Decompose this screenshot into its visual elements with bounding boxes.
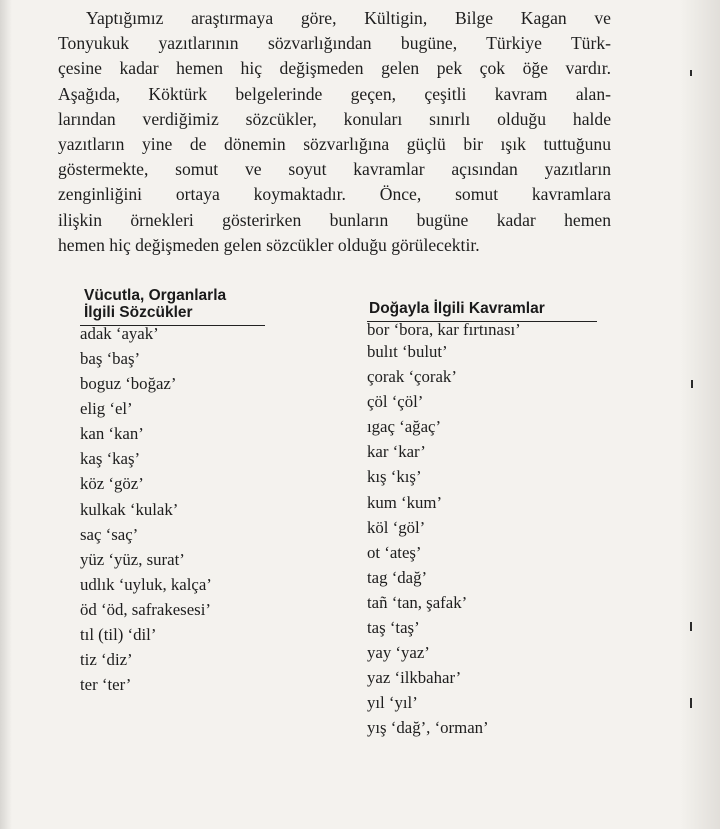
list-item: tag ‘dağ’: [367, 567, 428, 587]
list-item: köl ‘göl’: [367, 517, 426, 537]
list-item: adak ‘ayak’: [80, 324, 159, 343]
nature-words-heading: Doğayla İlgili Kavramlar: [367, 300, 597, 322]
body-words-list: [80, 326, 265, 697]
paragraph-line: göstermekte, somut ve soyut kavramlar açısından yazıtların: [58, 159, 611, 180]
list-item: tıl (til) ‘dil’: [80, 625, 157, 645]
list-item: çorak ‘çorak’: [367, 367, 457, 387]
list-item: yay ‘yaz’: [367, 643, 430, 663]
paragraph-line: yazıtların yine de dönemin sözvarlığına güçlü bir ışık tuttuğunu: [58, 133, 611, 154]
paragraph-line: hemen hiç değişmeden gelen sözcükler olduğu görülecektir.: [58, 234, 480, 255]
paragraph-line: zenginliğini ortaya koymaktadır. Önce, somut kavramlara: [58, 184, 611, 205]
list-item: bor ‘bora, kar fırtınası’: [367, 320, 521, 339]
list-item: kar ‘kar’: [367, 442, 426, 462]
list-item: yıl ‘yıl’: [367, 693, 418, 713]
list-item: ot ‘ateş’: [367, 542, 422, 562]
stray-ink-mark: [690, 622, 692, 631]
nature-words-list: [367, 322, 597, 741]
list-item: boguz ‘boğaz’: [80, 374, 177, 394]
list-item: yaz ‘ilkbahar’: [367, 668, 462, 688]
list-item: ıgaç ‘ağaç’: [367, 417, 442, 437]
paragraph-line: çesine kadar hemen hiç değişmeden gelen pek çok öğe vardır.: [58, 58, 611, 79]
list-item: elig ‘el’: [80, 399, 133, 419]
intro-paragraph: [58, 6, 611, 258]
page-edge-bleed: [680, 0, 720, 829]
list-item: öd ‘öd, safrakesesi’: [80, 599, 211, 619]
list-item: yış ‘dağ’, ‘orman’: [367, 718, 489, 738]
list-item: baş ‘baş’: [80, 349, 141, 368]
list-item: bulıt ‘bulut’: [367, 342, 448, 361]
list-item: taş ‘taş’: [367, 618, 420, 638]
stray-ink-mark: [691, 380, 693, 388]
stray-ink-mark: [690, 698, 692, 708]
list-item: saç ‘saç’: [80, 524, 139, 544]
nature-words-column: [367, 300, 597, 741]
body-words-heading-line1: Vücutla, Organlarla: [84, 287, 227, 304]
body-words-heading: [80, 287, 265, 326]
body-words-heading-line2: İlgili Sözcükler: [84, 304, 193, 321]
list-item: kaş ‘kaş’: [80, 449, 141, 469]
paragraph-line: Aşağıda, Köktürk belgelerinde geçen, çeşitli kavram alan-: [58, 83, 611, 104]
list-item: çöl ‘çöl’: [367, 392, 424, 412]
list-item: yüz ‘yüz, surat’: [80, 549, 185, 569]
list-item: tañ ‘tan, şafak’: [367, 592, 468, 612]
stray-ink-mark: [690, 70, 692, 76]
list-item: ter ‘ter’: [80, 675, 132, 695]
list-item: köz ‘göz’: [80, 474, 144, 494]
list-item: kış ‘kış’: [367, 467, 422, 487]
page-gutter-shadow: [0, 0, 12, 829]
list-item: kan ‘kan’: [80, 424, 144, 444]
list-item: kulkak ‘kulak’: [80, 499, 179, 519]
list-item: tiz ‘diz’: [80, 650, 133, 670]
list-item: udlık ‘uyluk, kalça’: [80, 574, 212, 594]
list-item: kum ‘kum’: [367, 492, 443, 512]
paragraph-line: Tonyukuk yazıtlarının sözvarlığından bugüne, Türkiye Türk-: [58, 33, 611, 54]
paragraph-line: ilişkin örnekleri gösterirken bunların bugüne kadar hemen: [58, 209, 611, 230]
body-words-column: [80, 287, 265, 697]
paragraph-line: larından verdiğimiz sözcükler, konuları sınırlı olduğu halde: [58, 108, 611, 129]
paragraph-line: Yaptığımız araştırmaya göre, Kültigin, Bilge Kagan ve: [86, 8, 611, 28]
